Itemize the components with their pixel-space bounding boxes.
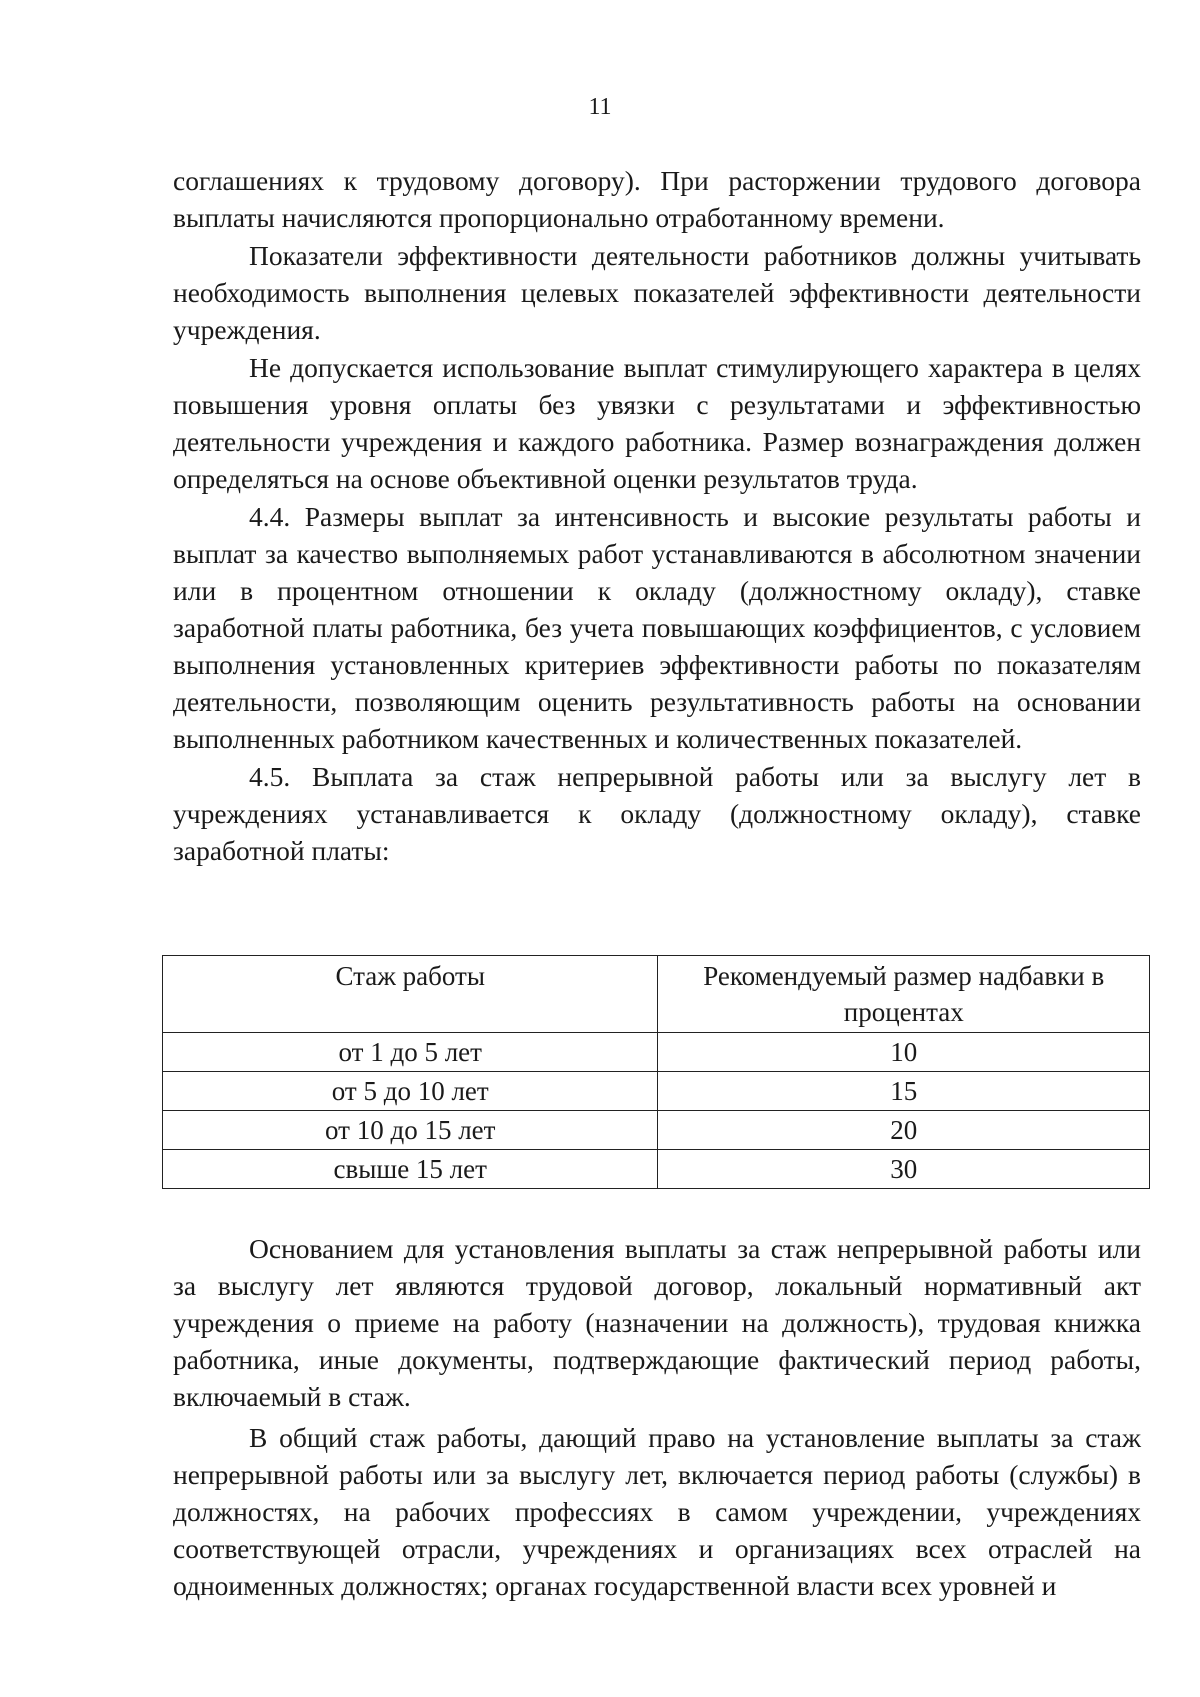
cell-bonus: 15: [658, 1072, 1150, 1111]
header-seniority: Стаж работы: [163, 956, 658, 1033]
cell-seniority: свыше 15 лет: [163, 1150, 658, 1189]
document-body: [173, 162, 1141, 869]
seniority-table-container: [162, 955, 1150, 1189]
cell-bonus: 20: [658, 1111, 1150, 1150]
cell-bonus: 30: [658, 1150, 1150, 1189]
cell-seniority: от 1 до 5 лет: [163, 1033, 658, 1072]
paragraph-continuation: соглашениях к трудовому договору). При расторжении трудового договора выплаты начисляются пропорционально отработанному времени.: [173, 165, 1141, 233]
paragraph-performance-indicators: Показатели эффективности деятельности работников должны учитывать необходимость выполнения целевых показателей эффективности деятельности учреждения.: [173, 240, 1141, 345]
paragraph-clause-4-5: 4.5. Выплата за стаж непрерывной работы или за выслугу лет в учреждениях устанавливается к окладу (должностному окладу), ставке заработной платы:: [173, 761, 1141, 866]
table-row: [163, 1033, 1150, 1072]
table-row: [163, 1072, 1150, 1111]
paragraph-basis-documents: Основанием для установления выплаты за стаж непрерывной работы или за выслугу лет являются трудовой договор, локальный нормативный акт учреждения о приеме на работу (назначении на должность), трудовая книжка работника, иные документы, подтверждающие фактический период работы, включаемый в стаж.: [173, 1233, 1141, 1412]
table-row: [163, 1150, 1150, 1189]
paragraph-clause-4-4: 4.4. Размеры выплат за интенсивность и высокие результаты работы и выплат за качество выполняемых работ устанавливаются в абсолютном значении или в процентном отношении к окладу (должностному окладу), ставке заработной платы работника, без учета повышающих коэффициентов, с условием выполнения установленных критериев эффективности работы по показателям деятельности, позволяющим оценить результативность работы на основании выполненных работником качественных и количественных показателей.: [173, 501, 1141, 754]
header-bonus-percent: Рекомендуемый размер надбавки в процентах: [658, 956, 1150, 1033]
table-row: [163, 1111, 1150, 1150]
document-body-continued: [173, 1230, 1141, 1604]
page-number: 11: [588, 94, 612, 120]
cell-bonus: 10: [658, 1033, 1150, 1072]
paragraph-no-unlinked-payments: Не допускается использование выплат стимулирующего характера в целях повышения уровня оплаты без увязки с результатами и эффективностью деятельности учреждения и каждого работника. Размер вознаграждения должен определяться на основе объективной оценки результатов труда.: [173, 352, 1141, 494]
cell-seniority: от 10 до 15 лет: [163, 1111, 658, 1150]
seniority-bonus-table: [162, 955, 1150, 1189]
cell-seniority: от 5 до 10 лет: [163, 1072, 658, 1111]
table-header-row: [163, 956, 1150, 1033]
paragraph-total-seniority: В общий стаж работы, дающий право на установление выплаты за стаж непрерывной работы или за выслугу лет, включается период работы (службы) в должностях, на рабочих профессиях в самом учреждении, учреждениях соответствующей отрасли, учреждениях и организациях всех отраслей на одноименных должностях; органах государственной власти всех уровней и: [173, 1422, 1141, 1601]
